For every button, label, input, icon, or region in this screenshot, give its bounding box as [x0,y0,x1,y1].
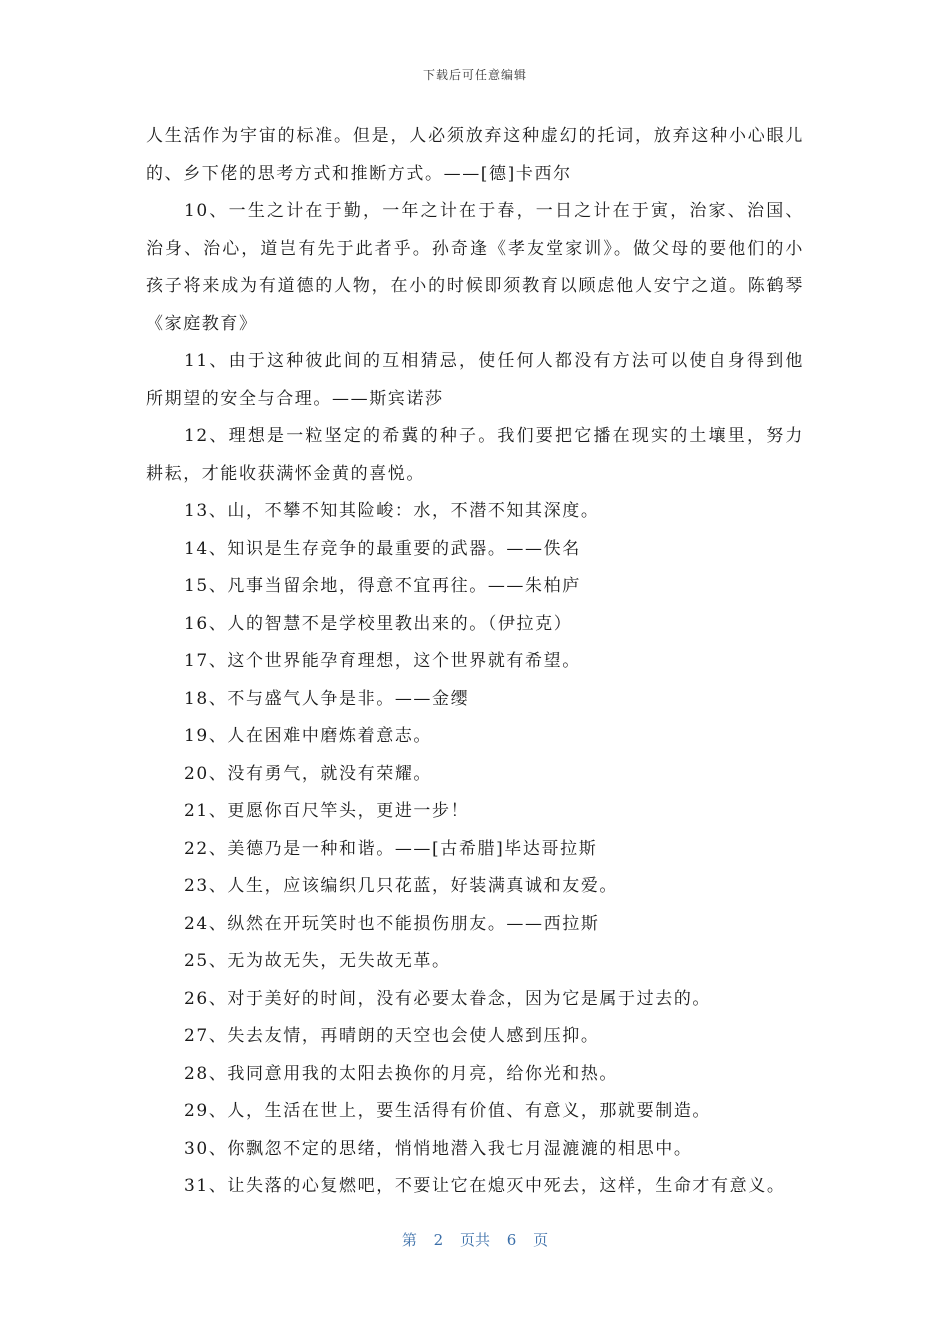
paragraph: 18、不与盛气人争是非。——金缨 [184,688,470,709]
paragraph: 12、理想是一粒坚定的希冀的种子。我们要把它播在现实的土壤里，努力耕耘，才能收获满怀金黄的喜悦。 [146,426,804,484]
paragraph: 21、更愿你百尺竿头，更进一步！ [184,801,470,821]
paragraph: 28、我同意用我的太阳去换你的月亮，给你光和热。 [184,1063,619,1084]
paragraph: 20、没有勇气，就没有荣耀。 [184,763,433,784]
paragraph: 14、知识是生存竞争的最重要的武器。——佚名 [184,538,581,559]
paragraph: 24、纵然在开玩笑时也不能损伤朋友。——西拉斯 [184,913,600,934]
paragraph: 人生活作为宇宙的标准。但是，人必须放弃这种虚幻的托词，放弃这种小心眼儿的、乡下佬的思考方式和推断方式。——[德]卡西尔 [146,126,804,184]
document-body [146,118,804,1206]
footer-label-of: 页共 [459,1231,490,1249]
paragraph: 19、人在困难中磨炼着意志。 [184,726,433,746]
paragraph: 15、凡事当留余地，得意不宜再往。——朱柏庐 [184,576,581,596]
paragraph: 11、由于这种彼此间的互相猜忌，使任何人都没有方法可以使自身得到他所期望的安全与合理。——斯宾诺莎 [146,351,804,409]
paragraph: 31、让失落的心复燃吧，不要让它在熄灭中死去，这样，生命才有意义。 [184,1176,786,1196]
paragraph: 23、人生，应该编织几只花蓝，好装满真诚和友爱。 [184,876,619,896]
footer-label-page: 第 [401,1231,417,1249]
footer-current-page: 2 [433,1231,444,1249]
paragraph: 13、山，不攀不知其险峻：水，不潜不知其深度。 [184,501,600,521]
paragraph: 22、美德乃是一种和谐。——[古希腊]毕达哥拉斯 [184,838,598,859]
page-footer [0,1229,950,1250]
footer-total-pages: 6 [506,1231,517,1249]
paragraph: 29、人，生活在世上，要生活得有价值、有意义，那就要制造。 [184,1101,712,1121]
paragraph: 25、无为故无失，无失故无革。 [184,951,451,971]
paragraph: 30、你飘忽不定的思绪，悄悄地潜入我七月湿漉漉的相思中。 [184,1138,693,1159]
paragraph: 16、人的智慧不是学校里教出来的。（伊拉克） [184,613,573,634]
paragraph: 26、对于美好的时间，没有必要太眷念，因为它是属于过去的。 [184,988,712,1009]
paragraph: 17、这个世界能孕育理想，这个世界就有希望。 [184,651,581,671]
paragraph: 27、失去友情，再晴朗的天空也会使人感到压抑。 [184,1026,600,1046]
page-header: 下载后可任意编辑 [422,68,527,82]
footer-label-end: 页 [533,1231,549,1249]
paragraph: 10、一生之计在于勤，一年之计在于春，一日之计在于寅，治家、治国、治身、治心，道岂有先于此者乎。孙奇逢《孝友堂家训》。做父母的要他们的小孩子将来成为有道德的人物，在小的时候即须教育以顾虑他人安宁之道。陈鹤琴《家庭教育》 [146,201,804,334]
